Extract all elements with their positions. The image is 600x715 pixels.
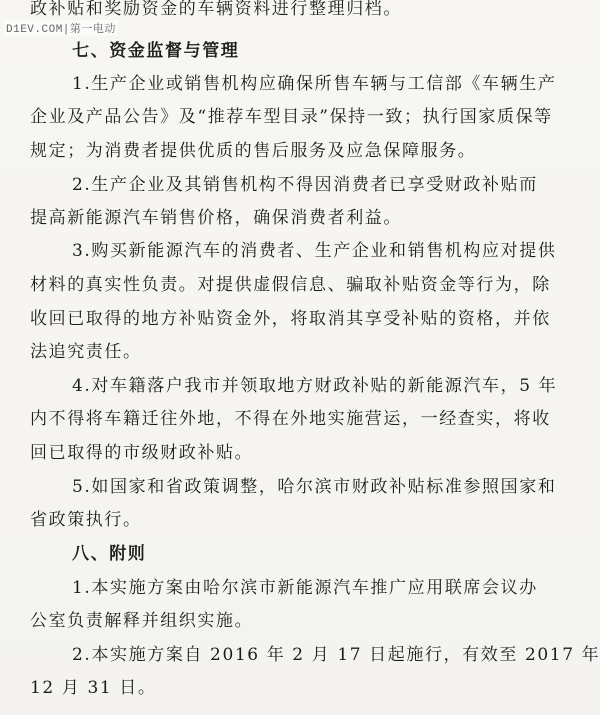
text-line: 回已取得的市级财政补贴。: [30, 443, 254, 463]
section-heading-8: 八、附则: [72, 544, 147, 564]
site-watermark: D1EV.COM|第一电动: [4, 20, 118, 36]
text-line: 法追究责任。: [30, 342, 142, 362]
text-line: 1.本实施方案由哈尔滨市新能源汽车推广应用联席会议办: [72, 578, 538, 598]
text-line: 5.如国家和省政策调整，哈尔滨市财政补贴标准参照国家和: [72, 477, 557, 497]
text-line: 2.生产企业及其销售机构不得因消费者已享受财政补贴而: [72, 175, 538, 195]
text-line: 1.生产企业或销售机构应确保所售车辆与工信部《车辆生产: [72, 74, 557, 94]
text-line: 内不得将车籍迁往外地，不得在外地实施营运，一经查实，将收: [30, 409, 551, 429]
text-line: 12 月 31 日。: [30, 678, 157, 698]
text-line: 3.购买新能源汽车的消费者、生产企业和销售机构应对提供: [72, 241, 557, 261]
text-line: 提高新能源汽车销售价格，确保消费者利益。: [30, 208, 402, 228]
text-line: 材料的真实性负责。对提供虚假信息、骗取补贴资金等行为，除: [30, 275, 551, 295]
text-line: 企业及产品公告》及“推荐车型目录”保持一致；执行国家质保等: [30, 107, 553, 127]
text-line: 政补贴和奖励资金的车辆资料进行整理归档。: [30, 0, 402, 19]
text-line: 公室负责解释并组织实施。: [30, 611, 254, 631]
text-line: 2.本实施方案自 2016 年 2 月 17 日起施行，有效至 2017 年: [72, 645, 600, 665]
text-line: 4.对车籍落户我市并领取地方财政补贴的新能源汽车，5 年: [72, 376, 558, 396]
text-line: 规定；为消费者提供优质的售后服务及应急保障服务。: [30, 141, 477, 161]
text-line: 收回已取得的地方补贴资金外，将取消其享受补贴的资格，并依: [30, 309, 551, 329]
section-heading-7: 七、资金监督与管理: [72, 41, 240, 61]
text-line: 省政策执行。: [30, 510, 142, 530]
